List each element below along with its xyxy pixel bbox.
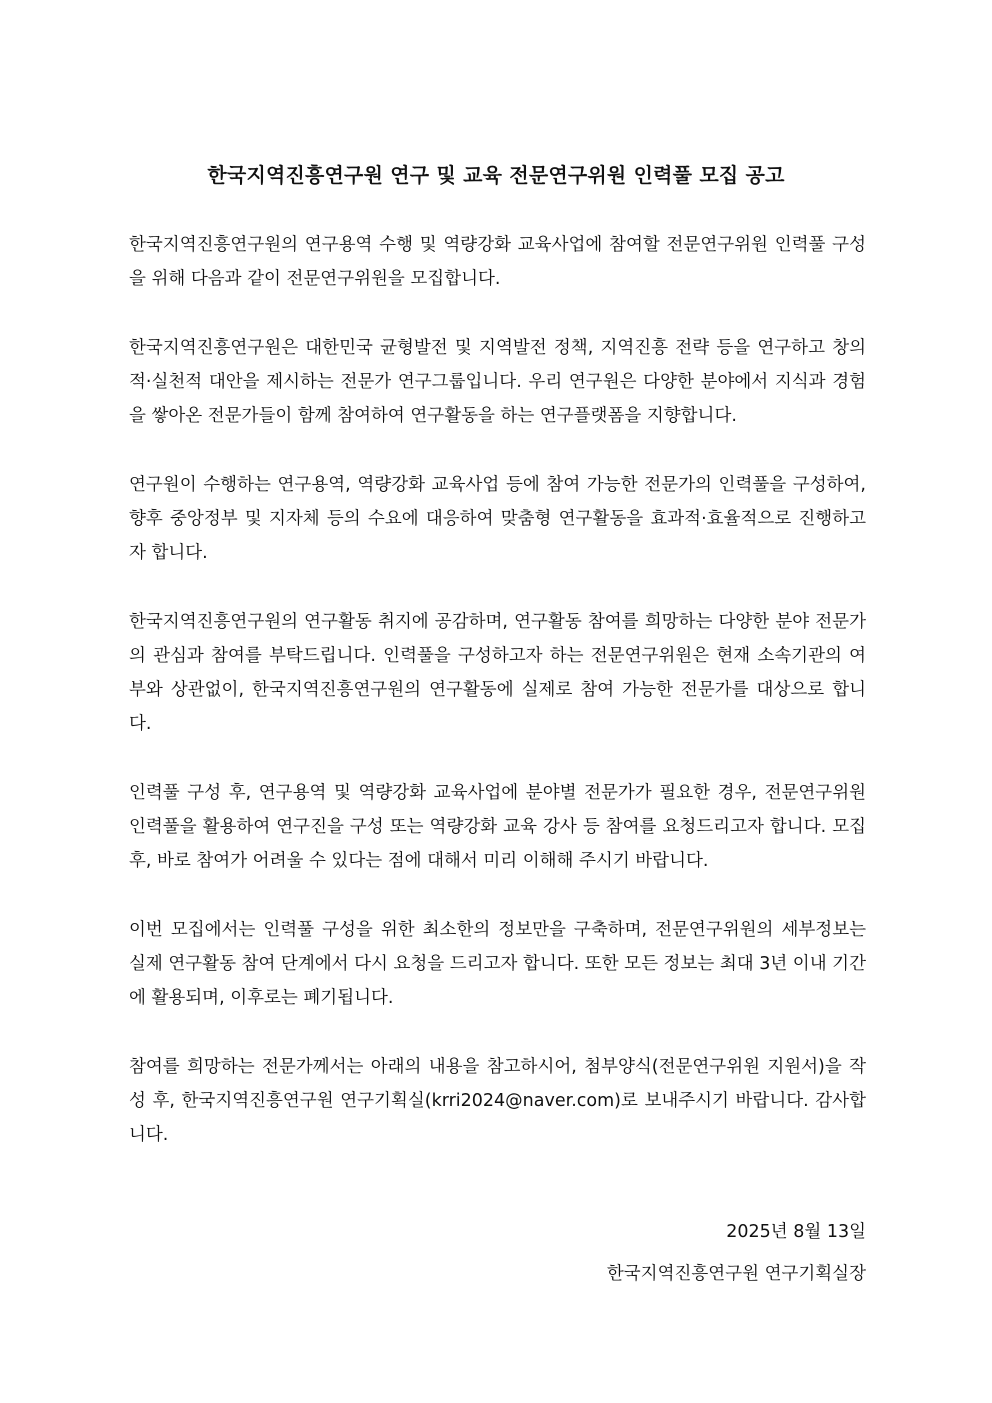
paragraph-data-policy: 이번 모집에서는 인력풀 구성을 위한 최소한의 정보만을 구축하며, 전문연구위원의 세부정보는 실제 연구활동 참여 단계에서 다시 요청을 드리고자 합니다. 또한 모든 정보는 최대 3년 이내 기간에 활용되며, 이후로는 폐기됩니다. [129,920,866,1008]
document-title: 한국지역진흥연구원 연구 및 교육 전문연구위원 인력풀 모집 공고 [207,163,785,187]
paragraph-application-instructions: 참여를 희망하는 전문가께서는 아래의 내용을 참고하시어, 첨부양식(전문연구위원 지원서)을 작성 후, 한국지역진흥연구원 연구기획실(krri2024@naver.com)로 보내주시기 바랍니다. 감사합니다. [129,1057,866,1145]
paragraph-eligibility: 한국지역진흥연구원의 연구활동 취지에 공감하며, 연구활동 참여를 희망하는 다양한 분야 전문가의 관심과 참여를 부탁드립니다. 인력풀을 구성하고자 하는 전문연구위원은 현재 소속기관의 여부와 상관없이, 한국지역진흥연구원의 연구활동에 실제로 참여 가능한 전문가를 대상으로 합니다. [129,612,866,734]
document-issuer: 한국지역진흥연구원 연구기획실장 [606,1264,866,1284]
document-body [129,228,866,1187]
paragraph-participation-request: 인력풀 구성 후, 연구용역 및 역량강화 교육사업에 분야별 전문가가 필요한 경우, 전문연구위원 인력풀을 활용하여 연구진을 구성 또는 역량강화 교육 강사 등 참여를 요청드리고자 합니다. 모집 후, 바로 참여가 어려울 수 있다는 점에 대해서 미리 이해해 주시기 바랍니다. [129,783,866,871]
paragraph-institute-description: 한국지역진흥연구원은 대한민국 균형발전 및 지역발전 정책, 지역진흥 전략 등을 연구하고 창의적·실천적 대안을 제시하는 전문가 연구그룹입니다. 우리 연구원은 다양한 분야에서 지식과 경험을 쌓아온 전문가들이 함께 참여하여 연구활동을 하는 연구플랫폼을 지향합니다. [129,338,866,426]
document-date: 2025년 8월 13일 [726,1222,866,1242]
paragraph-intro: 한국지역진흥연구원의 연구용역 수행 및 역량강화 교육사업에 참여할 전문연구위원 인력풀 구성을 위해 다음과 같이 전문연구위원을 모집합니다. [129,235,866,289]
paragraph-pool-purpose: 연구원이 수행하는 연구용역, 역량강화 교육사업 등에 참여 가능한 전문가의 인력풀을 구성하여, 향후 중앙정부 및 지자체 등의 수요에 대응하여 맞춤형 연구활동을 효과적·효율적으로 진행하고자 합니다. [129,475,866,563]
